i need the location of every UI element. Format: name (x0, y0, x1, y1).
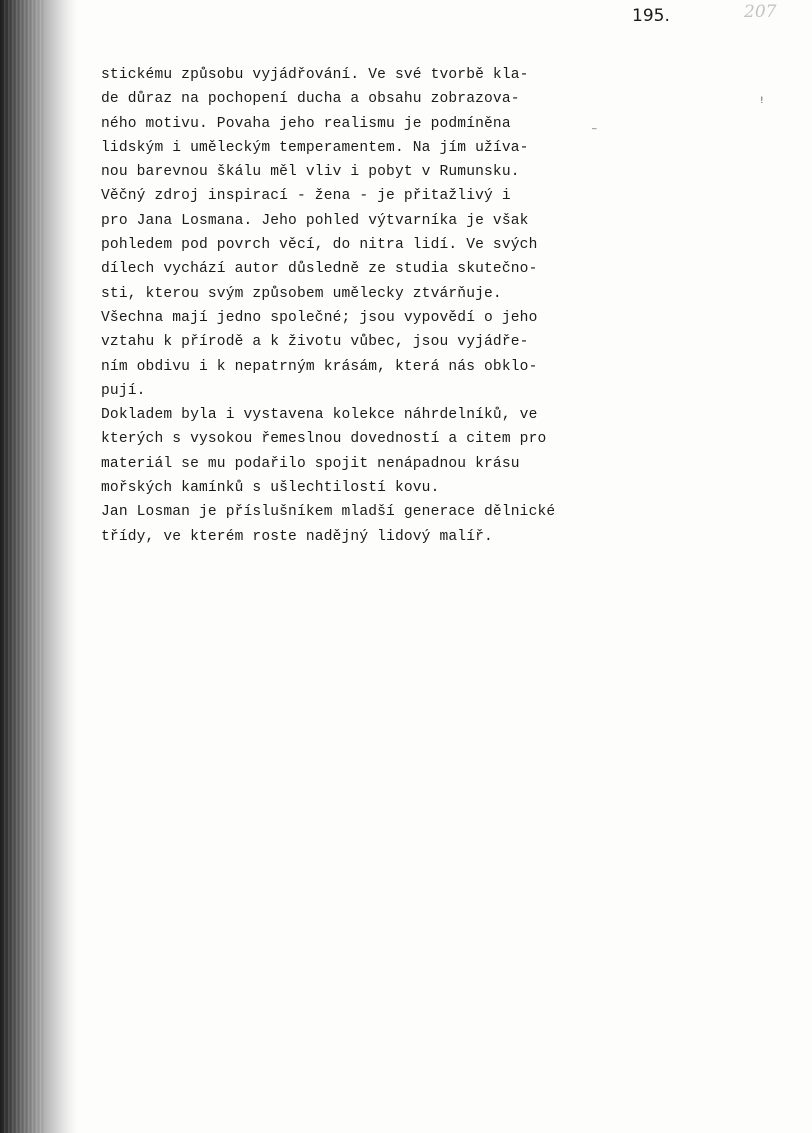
text-line: Dokladem byla i vystavena kolekce náhrdelníků, ve (101, 407, 538, 424)
archive-number: 207 (744, 2, 777, 22)
text-line: Věčný zdroj inspirací - žena - je přitažlivý i (101, 188, 511, 205)
text-line: kterých s vysokou řemeslnou dovedností a citem pro (101, 431, 547, 448)
text-line: dílech vychází autor důsledně ze studia skutečno- (101, 261, 538, 278)
binding-streaks (4, 0, 44, 1133)
text-line: sti, kterou svým způsobem umělecky ztvárňuje. (101, 285, 502, 302)
text-line: ného motivu. Povaha jeho realismu je podmíněna (101, 115, 511, 132)
text-line: stickému způsobu vyjádřování. Ve své tvorbě kla- (101, 67, 529, 83)
text-line: vztahu k přírodě a k životu vůbec, jsou vyjádře- (101, 334, 529, 351)
text-line: pro Jana Losmana. Jeho pohled výtvarníka je však (101, 212, 529, 229)
page-number: 195. (632, 6, 670, 26)
text-line: nou barevnou škálu měl vliv i pobyt v Rumunsku. (101, 164, 520, 181)
text-line: třídy, ve kterém roste nadějný lidový malíř. (101, 528, 493, 545)
typed-body-text (101, 63, 661, 549)
margin-mark: ! (760, 96, 764, 106)
text-line: lidským i uměleckým temperamentem. Na jím užíva- (101, 139, 529, 156)
text-line: pují. (101, 382, 146, 399)
text-line: Jan Losman je příslušníkem mladší generace dělnické (101, 504, 556, 521)
text-line: materiál se mu podařilo spojit nenápadnou krásu (101, 455, 520, 472)
text-line: de důraz na pochopení ducha a obsahu zobrazova- (101, 91, 520, 108)
text-line: ním obdivu i k nepatrným krásám, která nás obklo- (101, 358, 538, 375)
text-line: mořských kamínků s ušlechtilostí kovu. (101, 480, 440, 497)
text-line: Všechna mají jedno společné; jsou vypovědí o jeho (101, 309, 538, 326)
text-line: pohledem pod povrch věcí, do nitra lidí. Ve svých (101, 237, 538, 254)
margin-mark: _ (592, 120, 597, 130)
